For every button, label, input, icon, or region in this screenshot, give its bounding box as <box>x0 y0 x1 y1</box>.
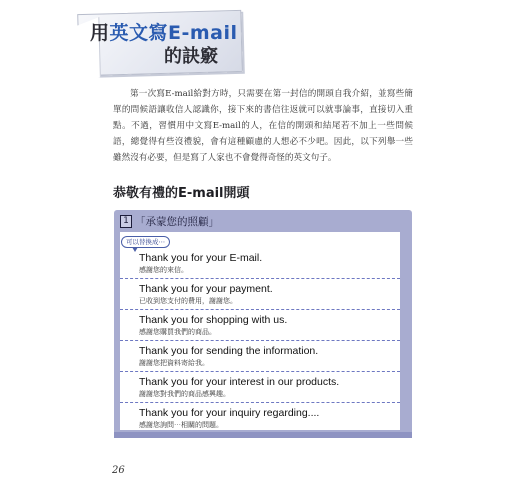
list-item <box>120 248 400 279</box>
phrase-box <box>114 210 412 438</box>
tip-bubble: 可以替換成⋯ <box>121 236 170 248</box>
phrase-chinese: 謝謝您把資料寄給我。 <box>139 359 209 367</box>
list-item <box>120 403 400 434</box>
phrase-chinese: 感謝您詢問⋯相關的問題。 <box>139 421 223 429</box>
phrase-english: Thank you for your E-mail. <box>139 252 263 264</box>
phrase-english: Thank you for your interest in our products. <box>139 376 340 388</box>
page-title <box>90 18 238 45</box>
intro-paragraph: 第一次寫E-mail給對方時，只需要在第一封信的開頭自我介紹，並寫些簡單的問候語讓收信人認識你，接下來的書信往返就可以就事論事，直接切入重點。不過，習慣用中文寫E-mail的人，在信的開頭和結尾若不加上一些問候語，總覺得有些沒禮貌，會有這種顧慮的人想必不少吧。因此，以下列舉一些雖然沒有必要，但是寫了人家也不會覺得奇怪的英文句子。 <box>113 89 413 163</box>
list-item <box>120 310 400 341</box>
page-title-line2: 的訣竅 <box>164 46 218 67</box>
phrase-english: Thank you for your inquiry regarding.... <box>139 407 320 419</box>
phrase-box-header <box>120 213 219 229</box>
list-item <box>120 341 400 372</box>
phrase-english: Thank you for shopping with us. <box>139 314 288 326</box>
section-heading: 恭敬有禮的E-mail開頭 <box>113 186 250 201</box>
title-prefix: 用 <box>90 22 110 44</box>
phrase-chinese: 感謝您的來信。 <box>139 266 188 274</box>
phrase-chinese: 已收到您支付的費用，謝謝您。 <box>139 297 237 305</box>
page-number: 26 <box>112 465 125 476</box>
phrase-list <box>120 248 400 434</box>
phrase-english: Thank you for your payment. <box>139 283 273 295</box>
list-item <box>120 372 400 403</box>
phrase-box-number: 1 <box>120 215 132 228</box>
phrase-english: Thank you for sending the information. <box>139 345 319 357</box>
phrase-chinese: 感謝您購買我們的商品。 <box>139 328 216 336</box>
phrase-box-title: 「承蒙您的照顧」 <box>135 215 219 228</box>
title-accent: 英文寫E-mail <box>109 22 238 44</box>
list-item <box>120 279 400 310</box>
phrase-box-bottom-bar <box>114 432 412 438</box>
phrase-box-inner <box>120 232 400 430</box>
phrase-chinese: 謝謝您對我們的商品感興趣。 <box>139 390 230 398</box>
